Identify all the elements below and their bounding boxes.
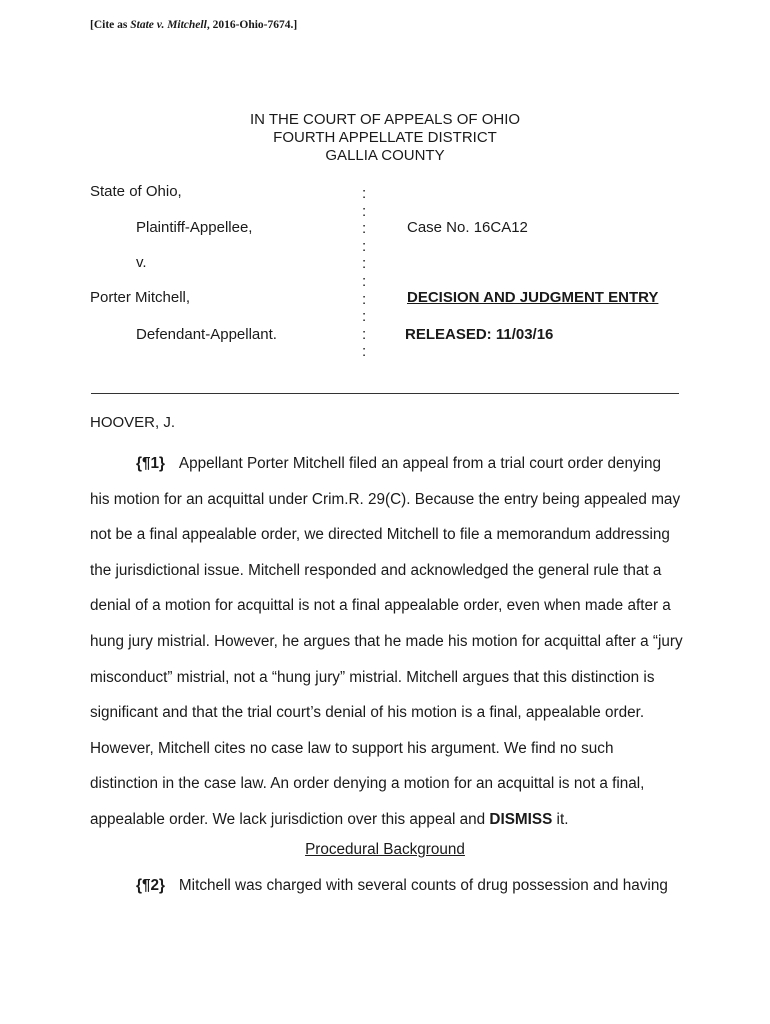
paragraph-line: distinction in the case law. An order denying a motion for an acquittal is not a final, bbox=[90, 775, 645, 793]
paragraph-2: {¶2} Mitchell was charged with several counts of drug possession and having bbox=[136, 877, 668, 894]
paragraph-line: appealable order. We lack jurisdiction over this appeal and DISMISS it. bbox=[90, 810, 569, 828]
paragraph-line: significant and that the trial court’s denial of his motion is a final, appealable order. bbox=[90, 704, 645, 722]
paragraph-line: not be a final appealable order, we directed Mitchell to file a memorandum addressing bbox=[90, 526, 670, 544]
entry-title: DECISION AND JUDGMENT ENTRY bbox=[407, 289, 659, 306]
paragraph-line: denial of a motion for acquittal is not a final appealable order, even when made after a bbox=[90, 597, 671, 615]
caption-divider: : : : : : : : : : : bbox=[362, 185, 367, 361]
section-heading: Procedural Background bbox=[305, 841, 465, 858]
citation-header: [Cite as State v. Mitchell, 2016-Ohio-7674.] bbox=[90, 19, 298, 31]
citation-case-name: State v. Mitchell bbox=[130, 19, 207, 31]
paragraph-line: However, Mitchell cites no case law to support his argument. We find no such bbox=[90, 739, 614, 757]
case-number: Case No. 16CA12 bbox=[407, 219, 528, 236]
paragraph-mark: {¶1} bbox=[136, 455, 165, 472]
versus-label: v. bbox=[136, 254, 147, 271]
paragraph-line: the jurisdictional issue. Mitchell responded and acknowledged the general rule that a bbox=[90, 561, 662, 579]
paragraph-line: his motion for an acquittal under Crim.R. 29(C). Because the entry being appealed may bbox=[90, 490, 681, 508]
plaintiff-role: Plaintiff-Appellee, bbox=[136, 219, 253, 236]
court-name: IN THE COURT OF APPEALS OF OHIO bbox=[249, 111, 521, 128]
judge-author: HOOVER, J. bbox=[90, 414, 176, 431]
district-name: FOURTH APPELLATE DISTRICT bbox=[273, 129, 497, 146]
paragraph-mark: {¶2} bbox=[136, 877, 165, 894]
paragraph-line: hung jury mistrial. However, he argues that he made his motion for acquittal after a “jury bbox=[90, 632, 683, 650]
party-plaintiff: State of Ohio, bbox=[90, 183, 182, 200]
release-date: RELEASED: 11/03/16 bbox=[405, 326, 554, 343]
dismiss-term: DISMISS bbox=[489, 810, 553, 828]
court-heading bbox=[0, 111, 770, 165]
caption-rule bbox=[91, 393, 679, 394]
paragraph-line: {¶1} Appellant Porter Mitchell filed an appeal from a trial court order denying bbox=[136, 455, 662, 472]
party-defendant: Porter Mitchell, bbox=[90, 289, 191, 306]
defendant-role: Defendant-Appellant. bbox=[136, 326, 277, 343]
paragraph-1 bbox=[90, 446, 690, 838]
paragraph-line: misconduct” mistrial, not a “hung jury” mistrial. Mitchell argues that this distinction is bbox=[90, 668, 655, 686]
county-name: GALLIA COUNTY bbox=[325, 147, 445, 164]
